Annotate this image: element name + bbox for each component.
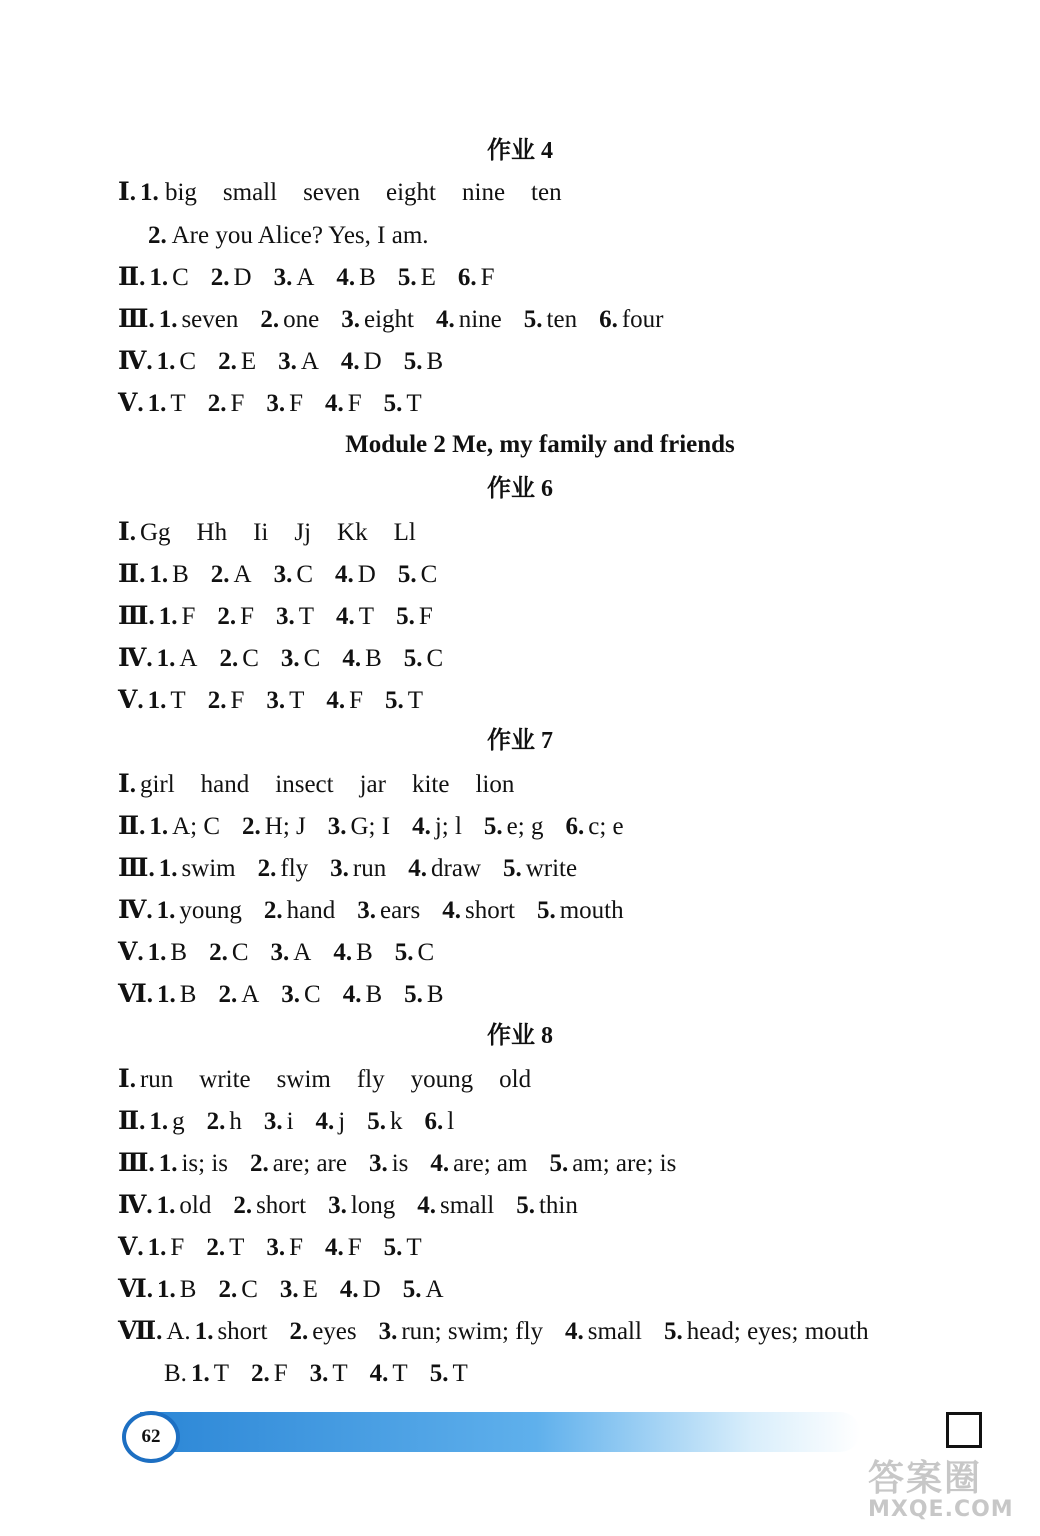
answer-item: 5. write [502, 855, 578, 882]
answer-word: insect [275, 771, 334, 798]
answer-item: 1. short [194, 1318, 268, 1345]
hw7-s1: Ⅰ. girl hand insect jar kite lion [118, 771, 515, 798]
answer-item: 2. one [260, 306, 320, 333]
answer-item: 3. T [309, 1360, 348, 1387]
answer-item: 6. c; e [565, 813, 624, 840]
answer-item: 1. B [157, 981, 197, 1008]
hw8-s5: Ⅴ. 1. F 2. T 3. F 4. F 5. T [118, 1234, 422, 1261]
answer-item: 1. seven [158, 306, 239, 333]
answer-item: 5. C [403, 645, 444, 672]
answer-item: 2. eyes [289, 1318, 357, 1345]
answer-item: 1. T [190, 1360, 229, 1387]
answer-item: 2. hand [263, 897, 336, 924]
hw6-s4: Ⅳ. 1. A 2. C 3. C 4. B 5. C [118, 645, 444, 672]
answer-item: 1. T [147, 687, 186, 714]
answer-item: 4. F [326, 687, 364, 714]
answer-item: 4. D [335, 561, 376, 588]
answer-word: write [199, 1066, 251, 1093]
answer-item: 1. old [156, 1192, 212, 1219]
answer-item: 5. T [383, 1234, 422, 1261]
answer-item: 3. F [266, 390, 303, 417]
answer-item: 1. F [158, 603, 196, 630]
hw4-s1-line1: Ⅰ. 1. big small seven eight nine ten [118, 179, 562, 206]
answer-word: run [139, 1066, 174, 1093]
answer-item: 1. young [156, 897, 242, 924]
answer-item: 1. B [147, 939, 188, 966]
answer-item: 2. F [217, 603, 255, 630]
answer-item: 3. A [273, 264, 315, 291]
answer-item: 5. C [394, 939, 435, 966]
answer-item: 4. F [325, 390, 362, 417]
answer-item: 3. T [266, 687, 305, 714]
answer-word: kite [411, 771, 450, 798]
hw7-title: 作业 7 [487, 728, 553, 754]
hw6-title: 作业 6 [487, 476, 553, 502]
answer-item: 4. short [442, 897, 515, 924]
answer-item: 3. F [266, 1234, 303, 1261]
hw4-s1-line2: 2. Are you Alice? Yes, I am. [148, 222, 429, 249]
answer-word: fly [356, 1066, 385, 1093]
answer-item: 5. T [383, 390, 422, 417]
answer-item: 3. is [368, 1150, 409, 1177]
answer-word: jar [359, 771, 386, 798]
answer-item: 2. H; J [242, 813, 306, 840]
answer-item: 5. thin [516, 1192, 578, 1219]
answer-item: 2. fly [257, 855, 309, 882]
answer-item: 2. A [218, 981, 260, 1008]
answer-item: 1. B [149, 561, 189, 588]
answer-item: 1. A; C [149, 813, 221, 840]
answer-word: hand [200, 771, 250, 798]
answer-item: 4. B [336, 264, 376, 291]
answer-item: 5. ten [523, 306, 578, 333]
answer-item: 2. short [233, 1192, 307, 1219]
answer-item: 5. B [404, 981, 444, 1008]
answer-item: 2. h [206, 1108, 242, 1135]
hw8-s7-partA: Ⅶ. A. 1. short 2. eyes 3. run; swim; fly 4. small 5. head; eyes; mouth [118, 1317, 891, 1347]
answer-item: 3. G; I [327, 813, 391, 840]
hw7-s6: Ⅵ. 1. B 2. A 3. C 4. B 5. B [118, 981, 444, 1008]
answer-item: 6. F [457, 264, 495, 291]
answer-item: 3. i [263, 1108, 294, 1135]
answer-item: 3. C [281, 981, 321, 1008]
answer-item: 2. A [210, 561, 252, 588]
answer-item: 4. small [417, 1192, 495, 1219]
page-number: 62 [122, 1411, 180, 1463]
answer-item: 2. F [207, 390, 245, 417]
hw6-s5: Ⅴ. 1. T 2. F 3. T 4. F 5. T [118, 687, 424, 714]
checkbox-square [946, 1412, 982, 1448]
hw8-s7-partA-items [195, 1318, 891, 1345]
answer-item: 3. eight [341, 306, 414, 333]
answer-item: 1. C [149, 264, 189, 291]
answer-item: 1. T [147, 390, 186, 417]
answer-item: 5. head; eyes; mouth [663, 1318, 869, 1345]
answer-item: 3. ears [357, 897, 421, 924]
hw8-title: 作业 8 [487, 1023, 553, 1049]
answer-item: 4. B [342, 981, 383, 1008]
answer-item: 1. F [147, 1234, 185, 1261]
answer-item: 2. F [207, 687, 245, 714]
module-title: Module 2 Me, my family and friends [345, 431, 735, 458]
answer-item: 2. C [219, 645, 259, 672]
answer-item: 4. F [325, 1234, 362, 1261]
answer-item: 5. A [402, 1276, 444, 1303]
hw8-s6: Ⅵ. 1. B 2. C 3. E 4. D 5. A [118, 1276, 444, 1303]
answer-item: 3. C [273, 561, 314, 588]
answer-item: 1. g [149, 1108, 185, 1135]
answer-item: 3. run; swim; fly [378, 1318, 544, 1345]
answer-item: 1. C [156, 348, 197, 375]
answer-word: Ii [253, 519, 269, 546]
answer-word: girl [139, 771, 175, 798]
hw7-s5: Ⅴ. 1. B 2. C 3. A 4. B 5. C [118, 939, 435, 966]
hw7-s4: Ⅳ. 1. young 2. hand 3. ears 4. short 5. mouth [118, 897, 624, 924]
answer-item: 5. mouth [536, 897, 624, 924]
answer-item: 4. D [340, 348, 382, 375]
answer-item: 5. am; are; is [549, 1150, 677, 1177]
answer-item: 2. F [250, 1360, 288, 1387]
answer-item: 3. long [328, 1192, 396, 1219]
answer-item: 5. F [396, 603, 433, 630]
hw8-s3: Ⅲ. 1. is; is 2. are; are 3. is 4. are; am 5. am; are; is [118, 1150, 677, 1177]
answer-item: 5. T [429, 1360, 468, 1387]
answer-item: 5. k [367, 1108, 403, 1135]
hw6-s2: Ⅱ. 1. B 2. A 3. C 4. D 5. C [118, 561, 438, 588]
answer-item: 2. C [218, 1276, 258, 1303]
answer-item: 4. D [339, 1276, 381, 1303]
answer-item: 4. B [333, 939, 373, 966]
answer-item: 1. B [157, 1276, 197, 1303]
answer-item: 2. D [210, 264, 252, 291]
answer-word: Gg [139, 519, 171, 546]
answer-item: 3. run [330, 855, 387, 882]
answer-item: 4. draw [408, 855, 481, 882]
answer-word: lion [475, 771, 515, 798]
answer-item: 3. A [270, 939, 312, 966]
answer-item: 5. E [397, 264, 436, 291]
answer-word: Ll [393, 519, 416, 546]
answer-item: 4. T [336, 603, 375, 630]
answer-word: old [499, 1066, 532, 1093]
hw7-s2: Ⅱ. 1. A; C 2. H; J 3. G; I 4. j; l 5. e; g 6. c; e [118, 813, 624, 840]
answer-item: 5. B [403, 348, 444, 375]
answer-item: 4. j; l [412, 813, 462, 840]
hw8-s1: Ⅰ. run write swim fly young old [118, 1066, 532, 1093]
answer-word: young [410, 1066, 474, 1093]
hw4-s5: Ⅴ. 1. T 2. F 3. F 4. F 5. T [118, 390, 422, 417]
answer-word: Hh [196, 519, 228, 546]
hw7-s3: Ⅲ. 1. swim 2. fly 3. run 4. draw 5. write [118, 855, 578, 882]
answer-item: 2. are; are [250, 1150, 347, 1177]
answer-item: 4. T [369, 1360, 408, 1387]
answer-item: 4. j [315, 1108, 346, 1135]
hw8-s7-partB: B. 1. T 2. F 3. T 4. T 5. T [164, 1359, 490, 1389]
hw8-s4: Ⅳ. 1. old 2. short 3. long 4. small 5. thin [118, 1192, 578, 1219]
answer-item: 2. E [218, 348, 257, 375]
watermark-logo: 答案圈 MXQE.COM [868, 1458, 1014, 1522]
answer-item: 5. T [385, 687, 424, 714]
answer-item: 6. l [424, 1108, 455, 1135]
answer-item: 5. e; g [483, 813, 544, 840]
answer-item: 4. B [342, 645, 382, 672]
footer-bar [140, 1412, 860, 1452]
hw8-s7-partB-items [191, 1360, 490, 1387]
hw4-title: 作业 4 [487, 138, 553, 164]
hw4-s4: Ⅳ. 1. C 2. E 3. A 4. D 5. B [118, 348, 444, 375]
hw4-s3: Ⅲ. 1. seven 2. one 3. eight 4. nine 5. ten 6. four [118, 306, 664, 333]
answer-word: Jj [294, 519, 312, 546]
answer-item: 1. is; is [158, 1150, 228, 1177]
hw6-s1: Ⅰ. Gg Hh Ii Jj Kk Ll [118, 519, 416, 546]
answer-item: 3. E [279, 1276, 318, 1303]
hw8-s2: Ⅱ. 1. g 2. h 3. i 4. j 5. k 6. l [118, 1108, 455, 1135]
answer-item: 4. small [565, 1318, 642, 1345]
answer-item: 2. T [206, 1234, 245, 1261]
answer-word: Kk [337, 519, 368, 546]
hw4-s2: Ⅱ. 1. C 2. D 3. A 4. B 5. E 6. F [118, 264, 495, 291]
answer-item: 2. C [209, 939, 249, 966]
answer-item: 5. C [397, 561, 438, 588]
answer-item: 1. swim [158, 855, 236, 882]
answer-item: 3. A [278, 348, 319, 375]
answer-item: 6. four [599, 306, 664, 333]
answer-item: 1. A [156, 645, 198, 672]
answer-item: 3. T [276, 603, 315, 630]
answer-word: swim [276, 1066, 331, 1093]
answer-item: 4. nine [435, 306, 502, 333]
answer-item: 4. are; am [430, 1150, 528, 1177]
answer-item: 3. C [280, 645, 321, 672]
hw6-s3: Ⅲ. 1. F 2. F 3. T 4. T 5. F [118, 603, 433, 630]
